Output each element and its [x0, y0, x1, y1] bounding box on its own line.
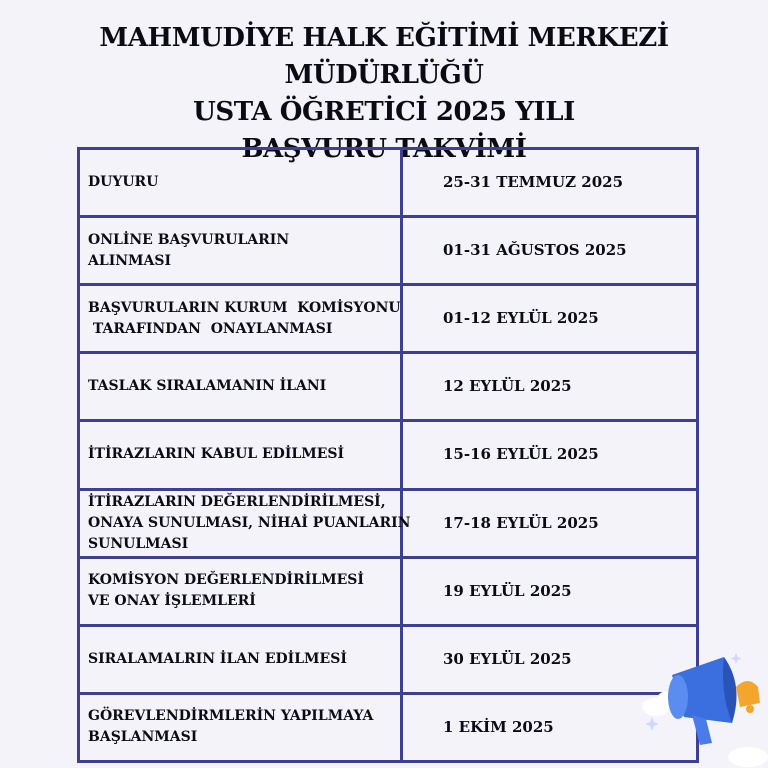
schedule-step-text: SIRALAMALRIN İLAN EDİLMESİ: [88, 650, 347, 667]
schedule-date-cell: 17-18 EYLÜL 2025: [402, 489, 698, 557]
schedule-step-text: GÖREVLENDİRMLERİN YAPILMAYA: [88, 708, 374, 725]
title-line-2: USTA ÖĞRETİCİ 2025 YILI: [193, 97, 575, 127]
schedule-row: [79, 217, 698, 285]
schedule-step-cell: [79, 217, 402, 285]
schedule-step-cell: [79, 693, 402, 761]
schedule-date-cell: 01-12 EYLÜL 2025: [402, 285, 698, 353]
application-schedule-table: [77, 147, 699, 763]
schedule-date-cell: 25-31 TEMMUZ 2025: [402, 149, 698, 217]
schedule-step-cell: [79, 489, 411, 557]
schedule-step-text: ONLİNE BAŞVURULARIN: [88, 231, 290, 248]
schedule-row: [79, 489, 698, 557]
schedule-step-text: ALINMASI: [88, 252, 172, 269]
schedule-row: [79, 285, 698, 353]
schedule-date-cell: 12 EYLÜL 2025: [402, 353, 698, 421]
schedule-step-text: TASLAK SIRALAMANIN İLANI: [88, 378, 327, 395]
schedule-row: [79, 557, 698, 625]
page-title: [0, 20, 768, 168]
schedule-step-text: SUNULMASI: [88, 535, 189, 552]
schedule-step-text: İTİRAZLARIN KABUL EDİLMESİ: [88, 446, 345, 463]
schedule-body: [79, 149, 698, 762]
schedule-step-cell: [79, 149, 402, 217]
schedule-step-text: TARAFINDAN ONAYLANMASI: [88, 320, 333, 337]
schedule-row: [79, 421, 698, 489]
schedule-step-text: ONAYA SUNULMASI, NİHAİ PUANLARIN: [88, 514, 411, 531]
schedule-step-text: BAŞVURULARIN KURUM KOMİSYONU: [88, 299, 401, 316]
schedule-date-cell: 1 EKİM 2025: [402, 693, 698, 761]
schedule-step-cell: [79, 421, 402, 489]
title-line-1: MAHMUDİYE HALK EĞİTİMİ MERKEZİ MÜDÜRLÜĞÜ: [99, 23, 669, 90]
schedule-step-cell: [79, 285, 402, 353]
schedule-step-text: İTİRAZLARIN DEĞERLENDİRİLMESİ,: [88, 493, 386, 510]
schedule-step-cell: [79, 557, 402, 625]
schedule-step-cell: [79, 353, 402, 421]
schedule-date-cell: 19 EYLÜL 2025: [402, 557, 698, 625]
schedule-step-text: DUYURU: [88, 174, 159, 191]
schedule-step-text: VE ONAY İŞLEMLERİ: [88, 593, 256, 610]
schedule-step-text: KOMİSYON DEĞERLENDİRİLMESİ: [88, 572, 364, 589]
schedule-date-cell: 30 EYLÜL 2025: [402, 625, 698, 693]
schedule-row: [79, 149, 698, 217]
schedule-date-cell: 01-31 AĞUSTOS 2025: [402, 217, 698, 285]
schedule-date-cell: 15-16 EYLÜL 2025: [402, 421, 698, 489]
megaphone-icon: [640, 645, 768, 768]
schedule-step-cell: [79, 625, 402, 693]
schedule-step-text: BAŞLANMASI: [88, 729, 198, 746]
schedule-row: [79, 353, 698, 421]
schedule-row: [79, 693, 698, 761]
schedule-row: [79, 625, 698, 693]
title-line-3: BAŞVURU TAKVİMİ: [241, 134, 527, 164]
